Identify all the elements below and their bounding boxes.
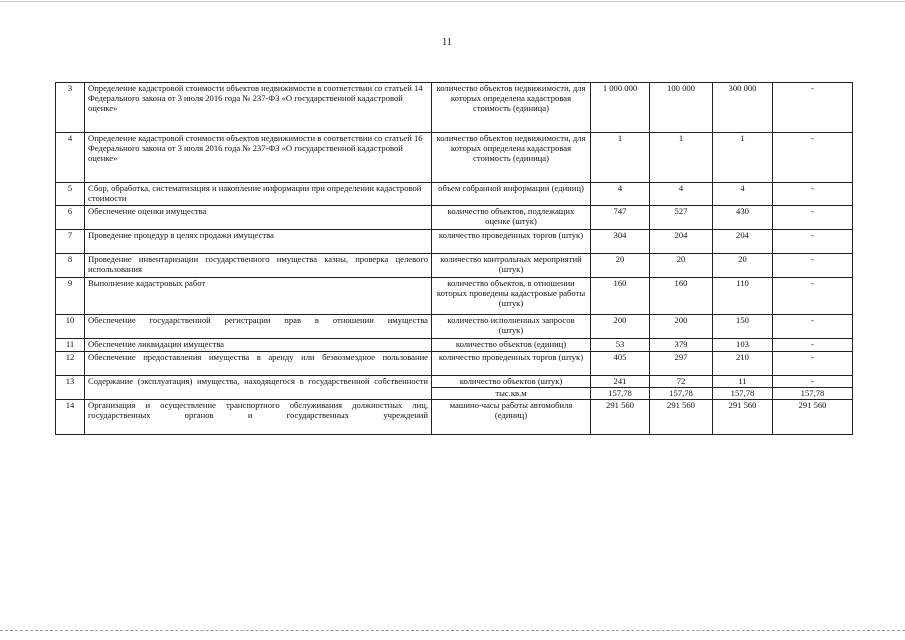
value-1: 200 [591, 315, 650, 339]
value-1: 747 [591, 206, 650, 230]
table-row [56, 315, 853, 339]
service-name: Содержание (эксплуатация) имущества, находящегося в государственной собственности [85, 376, 432, 400]
value-4: - [773, 83, 853, 133]
value-3: 103 [713, 339, 773, 352]
value-1: 20 [591, 254, 650, 278]
indicator-unit: количество контрольных мероприятий (штук) [432, 254, 591, 278]
row-number: 11 [56, 339, 85, 352]
services-table [55, 82, 853, 435]
indicator-unit: количество объектов (штук) [432, 376, 591, 388]
service-name: Проведение процедур в целях продажи имущества [85, 230, 432, 254]
table-row [56, 206, 853, 230]
service-name: Сбор, обработка, систематизация и накопление информации при определении кадастровой стоимости [85, 183, 432, 206]
value-2: 160 [650, 278, 713, 315]
row-number: 8 [56, 254, 85, 278]
indicator-unit: количество объектов, подлежащих оценке (штук) [432, 206, 591, 230]
value-2: 297 [650, 352, 713, 376]
scan-edge-top [0, 1, 905, 2]
indicator-unit: количество проведенных торгов (штук) [432, 230, 591, 254]
table-row [56, 230, 853, 254]
scan-edge-bottom [0, 630, 905, 631]
table-row [56, 133, 853, 183]
row-number: 7 [56, 230, 85, 254]
row-number: 4 [56, 133, 85, 183]
value-3-secondary: 157,78 [713, 388, 773, 400]
service-name: Выполнение кадастровых работ [85, 278, 432, 315]
row-number: 14 [56, 400, 85, 435]
value-3: 291 560 [713, 400, 773, 435]
table-row [56, 352, 853, 376]
value-2: 204 [650, 230, 713, 254]
value-2: 100 000 [650, 83, 713, 133]
table-row [56, 400, 853, 435]
value-4: - [773, 133, 853, 183]
value-3: 430 [713, 206, 773, 230]
table-row [56, 339, 853, 352]
service-name: Обеспечение государственной регистрации прав в отношении имущества [85, 315, 432, 339]
row-number: 6 [56, 206, 85, 230]
value-1: 4 [591, 183, 650, 206]
value-1: 53 [591, 339, 650, 352]
row-number: 13 [56, 376, 85, 400]
service-name: Определение кадастровой стоимости объектов недвижимости в соответствии со статьей 16 Федерального закона от 3 июля 2016 года № 237-ФЗ «О государственной кадастровой оценке» [85, 133, 432, 183]
value-1: 1 [591, 133, 650, 183]
value-3: 204 [713, 230, 773, 254]
value-3: 210 [713, 352, 773, 376]
indicator-unit: количество объектов, в отношении которых проведены кадастровые работы (штук) [432, 278, 591, 315]
value-4: - [773, 206, 853, 230]
value-3: 110 [713, 278, 773, 315]
service-name: Определение кадастровой стоимости объектов недвижимости в соответствии со статьей 14 Федерального закона от 3 июля 2016 года № 237-ФЗ «О государственной кадастровой оценке» [85, 83, 432, 133]
value-3: 20 [713, 254, 773, 278]
indicator-unit: количество объектов недвижимости, для которых определена кадастровая стоимость (единица) [432, 133, 591, 183]
indicator-unit: количество объектов (единиц) [432, 339, 591, 352]
value-4: 291 560 [773, 400, 853, 435]
value-1: 241 [591, 376, 650, 388]
value-4: - [773, 278, 853, 315]
value-2: 1 [650, 133, 713, 183]
value-2: 4 [650, 183, 713, 206]
indicator-unit: количество проведенных торгов (штук) [432, 352, 591, 376]
service-name: Обеспечение оценки имущества [85, 206, 432, 230]
row-number: 5 [56, 183, 85, 206]
value-1: 1 000 000 [591, 83, 650, 133]
value-4: - [773, 376, 853, 388]
service-name: Обеспечение ликвидации имущества [85, 339, 432, 352]
row-number: 9 [56, 278, 85, 315]
value-4: - [773, 254, 853, 278]
value-3: 300 000 [713, 83, 773, 133]
value-4: - [773, 339, 853, 352]
value-2: 20 [650, 254, 713, 278]
indicator-unit: объем собранной информации (единиц) [432, 183, 591, 206]
page-number: 11 [442, 37, 452, 48]
value-2-secondary: 157,78 [650, 388, 713, 400]
value-4: - [773, 315, 853, 339]
value-2: 379 [650, 339, 713, 352]
indicator-unit: машино-часы работы автомобиля (единиц) [432, 400, 591, 435]
row-number: 12 [56, 352, 85, 376]
value-1-secondary: 157,78 [591, 388, 650, 400]
value-3: 4 [713, 183, 773, 206]
value-2: 291 560 [650, 400, 713, 435]
table-row [56, 83, 853, 133]
value-4-secondary: 157,78 [773, 388, 853, 400]
value-3: 150 [713, 315, 773, 339]
indicator-unit: количество объектов недвижимости, для которых определена кадастровая стоимость (единица) [432, 83, 591, 133]
service-name: Проведение инвентаризации государственного имущества казны, проверка целевого использования [85, 254, 432, 278]
value-1: 304 [591, 230, 650, 254]
value-4: - [773, 230, 853, 254]
table-row [56, 183, 853, 206]
value-2: 72 [650, 376, 713, 388]
table-row [56, 278, 853, 315]
row-number: 10 [56, 315, 85, 339]
value-4: - [773, 352, 853, 376]
value-3: 11 [713, 376, 773, 388]
value-3: 1 [713, 133, 773, 183]
value-1: 405 [591, 352, 650, 376]
value-1: 291 560 [591, 400, 650, 435]
value-4: - [773, 183, 853, 206]
indicator-unit: количество исполненных запросов (штук) [432, 315, 591, 339]
value-2: 527 [650, 206, 713, 230]
indicator-unit-secondary: тыс.кв.м [432, 388, 591, 400]
service-name: Обеспечение предоставления имущества в аренду или безвозмездное пользование [85, 352, 432, 376]
value-1: 160 [591, 278, 650, 315]
row-number: 3 [56, 83, 85, 133]
table-row [56, 376, 853, 388]
value-2: 200 [650, 315, 713, 339]
table-row [56, 254, 853, 278]
service-name: Организация и осуществление транспортного обслуживания должностных лиц, государственных органов и государственных учреждений [85, 400, 432, 435]
